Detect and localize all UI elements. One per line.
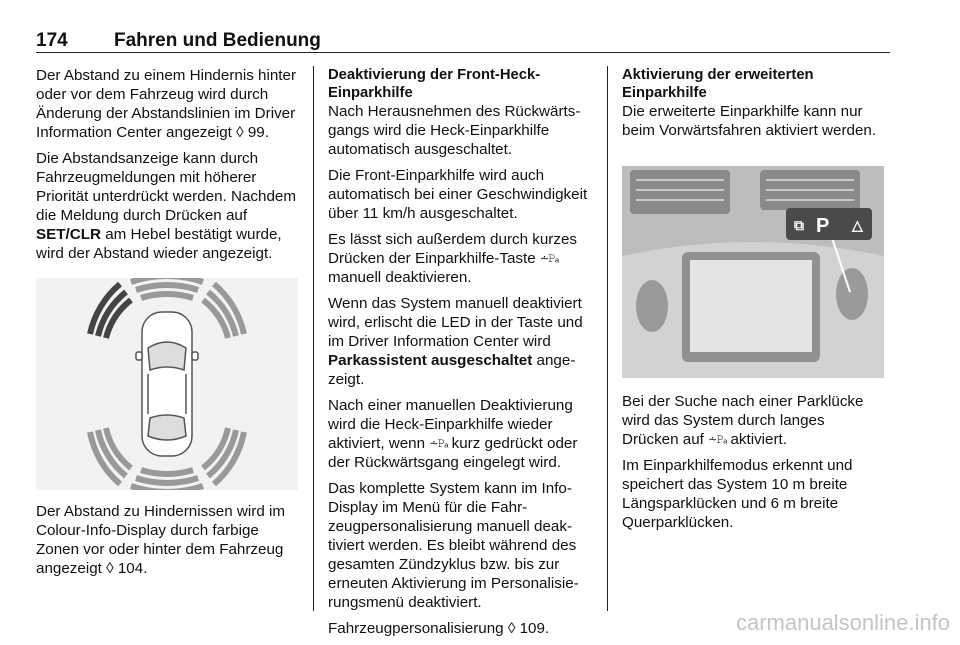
paragraph: Fahrzeugpersonalisierung ◊ 109. bbox=[328, 620, 550, 637]
page-header bbox=[36, 30, 890, 53]
column-1 bbox=[36, 66, 300, 270]
paragraph: Das komplette System kann im Info-Display im Menü für die Fahrzeugpersonalisierung manuell deaktiviert werden. Es bleibt während des gesamten Zündzyklus bzw. bis zur erneuten Aktivierung im Personalisierungsmenü deaktiviert. bbox=[328, 480, 579, 611]
park-assist-icon: ⩪𝙿ₐ bbox=[708, 434, 727, 446]
paragraph: Die erweiterte Einparkhilfe kann nur beim Vorwärtsfahren aktiviert werden. bbox=[622, 103, 877, 139]
paragraph: Es lässt sich außerdem durch kurzes Drücken der Einparkhilfe-Taste ⩪𝙿ₐ manuell deaktivieren. bbox=[328, 231, 577, 286]
paragraph: Wenn das System manuell deaktiviert wird, erlischt die LED in der Taste und im Driver Information Center wird Parkassistent ausgeschaltet angezeigt. bbox=[328, 295, 583, 388]
parking-sensor-illustration bbox=[36, 278, 298, 490]
page-number: 174 bbox=[36, 30, 68, 51]
park-assist-icon: ⩪𝙿ₐ bbox=[429, 438, 448, 450]
column-divider-2 bbox=[607, 66, 608, 611]
reference-arrow-icon: ◊ bbox=[507, 620, 516, 637]
svg-text:⧉: ⧉ bbox=[794, 217, 804, 233]
dashboard-icon bbox=[622, 166, 884, 378]
reference-arrow-icon: ◊ bbox=[106, 560, 114, 577]
page-ref-link[interactable]: 109. bbox=[519, 620, 550, 637]
svg-text:P: P bbox=[816, 215, 830, 237]
column-3 bbox=[622, 66, 884, 147]
reference-arrow-icon: ◊ bbox=[236, 124, 244, 141]
paragraph: Der Abstand zu einem Hindernis hinter oder vor dem Fahrzeug wird durch Änderung der Abstandslinien im Driver Information Center angezeigt ◊ 99. bbox=[36, 67, 297, 141]
paragraph: Bei der Suche nach einer Parklücke wird das System durch langes Drücken auf ⩪𝙿ₐ aktiviert. bbox=[622, 393, 864, 448]
chapter-title: Fahren und Bedienung bbox=[114, 30, 321, 51]
dashboard-illustration bbox=[622, 166, 884, 378]
car-top-view-icon bbox=[36, 278, 298, 490]
paragraph: Der Abstand zu Hindernissen wird im Colour-Info-Display durch farbige Zonen vor oder hinter dem Fahrzeug angezeigt ◊ 104. bbox=[36, 503, 286, 577]
park-assist-icon: ⩪𝙿ₐ bbox=[539, 253, 558, 265]
paragraph: Nach Herausnehmen des Rückwärtsgangs wird die Heck-Einparkhilfe automatisch ausgeschaltet. bbox=[328, 103, 581, 158]
watermark: carmanualsonline.info bbox=[735, 610, 950, 635]
page-ref-link[interactable]: 104. bbox=[117, 560, 148, 577]
page-ref-link[interactable]: 99. bbox=[247, 124, 269, 141]
paragraph: Im Einparkhilfemodus erkennt und speichert das System 10 m breite Längsparklücken und 6 m breite Querparklücken. bbox=[622, 457, 853, 531]
column-divider-1 bbox=[313, 66, 314, 611]
svg-text:△: △ bbox=[852, 217, 863, 233]
paragraph: Die Front-Einparkhilfe wird auch automatisch bei einer Geschwindigkeit über 11 km/h ausgeschaltet. bbox=[328, 167, 588, 222]
column-3-lower bbox=[622, 392, 884, 539]
paragraph: Nach einer manuellen Deaktivierung wird die Heck-Einparkhilfe wieder aktiviert, wenn ⩪𝙿ₐ kurz gedrückt oder der Rückwärtsgang eingelegt wird. bbox=[328, 397, 578, 471]
section-heading: Deaktivierung der Front-Heck-Einparkhilfe bbox=[328, 67, 541, 101]
column-1-lower bbox=[36, 502, 300, 585]
paragraph: Die Abstandsanzeige kann durch Fahrzeugmeldungen mit höherer Priorität unterdrückt werden. Nachdem die Meldung durch Drücken auf SET/CLR am Hebel bestätigt wurde, wird der Abstand wieder angezeigt. bbox=[36, 150, 296, 262]
column-2 bbox=[328, 66, 596, 645]
section-heading: Aktivierung der erweiterten Einparkhilfe bbox=[622, 67, 814, 101]
